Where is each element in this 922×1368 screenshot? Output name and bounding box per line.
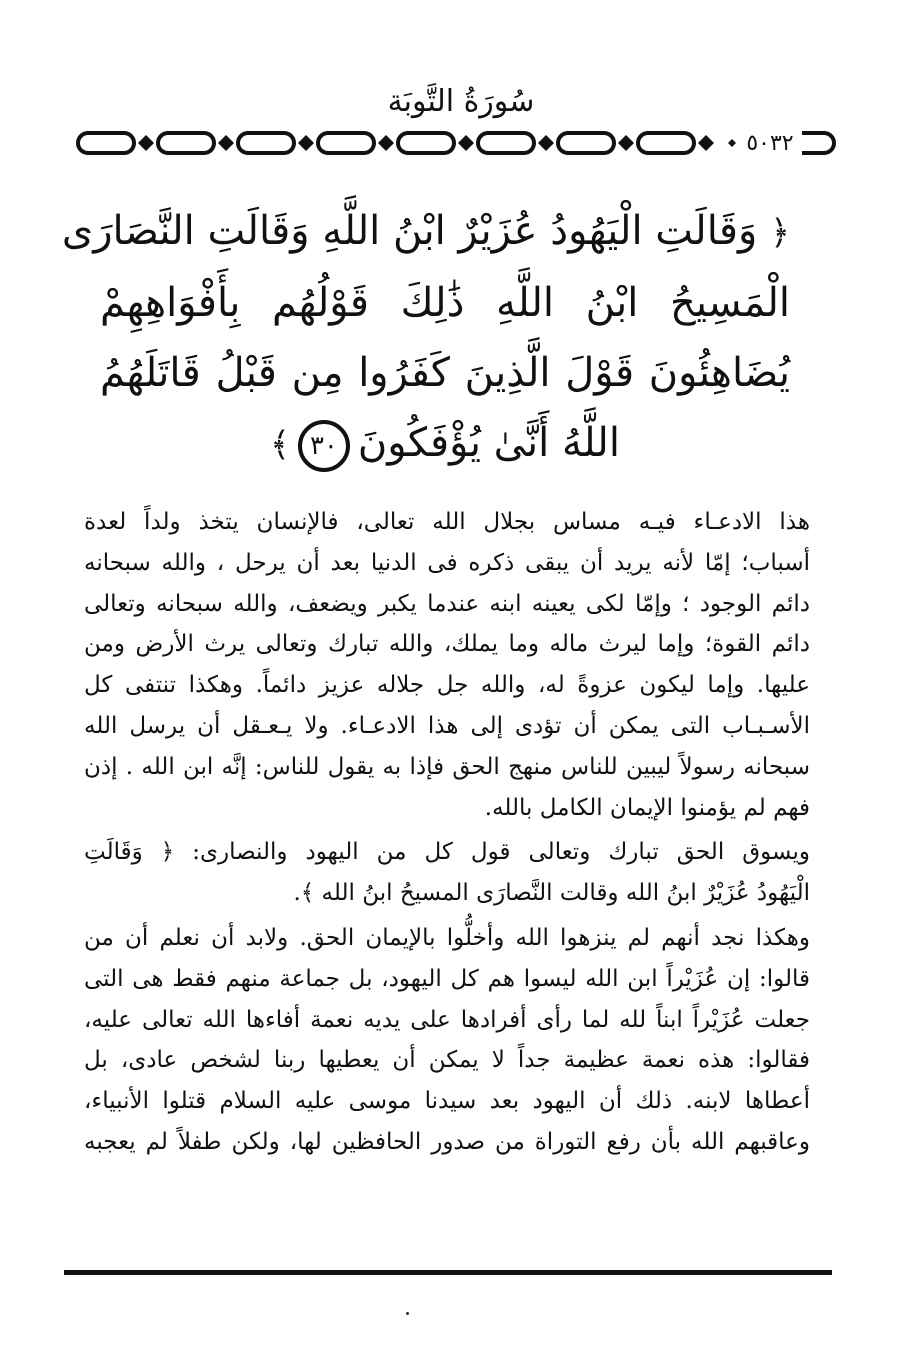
text-line: سبحانه رسولاً ليبين للناس منهج الحق فإذا به يقول للناس: إنَّه ابن الله . إذن	[84, 753, 810, 780]
surah-title: سُورَةُ التَّوبَة	[387, 84, 535, 119]
paragraph	[84, 832, 810, 914]
text-line: أسباب؛ إمّا لأنه يريد أن يبقى ذكره فى الدنيا بعد أن يرحل ، والله سبحانه	[84, 549, 810, 576]
verse-line: الْمَسِيحُ ابْنُ اللَّهِ ذَٰلِكَ قَوْلُهُم بِأَفْوَاهِهِمْ	[100, 280, 790, 326]
text-line: أعطاها لابنه. ذلك أن اليهود بعد سيدنا موسى عليه السلام قتلوا الأنبياء،	[84, 1088, 810, 1115]
text-line: الْيَهُودُ عُزَيْرٌ ابنُ الله وقالت النَّصارَى المسيحُ ابنُ الله ﴾.	[293, 880, 810, 907]
text-line: دائم القوة؛ وإما ليرث ماله وما يملك، والله تبارك وتعالى يرث الأرض ومن	[84, 631, 810, 658]
ornamental-header-rule	[72, 126, 842, 160]
text-line: هذا الادعـاء فيـه مساس بجلال الله تعالى، فالإنسان يتخذ ولداً لعدة	[84, 509, 810, 535]
ayah-number-medallion: ٣٠	[298, 420, 350, 472]
page-number: ٥٠٣٢	[738, 130, 802, 158]
text-line: عليها. وإما ليكون عزوةً له، والله جل جلاله عزيز دائماً. وهكذا تنتفى كل	[84, 672, 810, 699]
page-speck	[406, 1312, 409, 1315]
paragraph	[84, 502, 810, 828]
text-line: الأسـبـاب التى يمكن أن تؤدى إلى هذا الادعـاء. ولا يـعـقل أن يرسل الله	[84, 712, 810, 739]
text-line: فقالوا: هذه نعمة عظيمة جداً لا يمكن أن يعطيها ربنا لشخص عادى، بل	[84, 1047, 810, 1074]
verse-line: ﴿ وَقَالَتِ الْيَهُودُ عُزَيْرٌ ابْنُ اللَّهِ وَقَالَتِ النَّصَارَى	[61, 208, 790, 254]
verse-line: يُضَاهِئُونَ قَوْلَ الَّذِينَ كَفَرُوا مِن قَبْلُ قَاتَلَهُمُ	[100, 350, 790, 396]
verse-close-bracket: ﴾	[270, 425, 290, 465]
text-line: وهكذا نجد أنهم لم ينزهوا الله وأخلُّوا بالإيمان الحق. ولابد أن نعلم أن من	[84, 924, 810, 951]
text-line: جعلت عُزَيْراً ابناً لله لما رأى أفرادها على يديه نعمة أفاءها الله تعالى عليه،	[84, 1006, 810, 1033]
text-line: وعاقبهم الله بأن رفع التوراة من صدور الحافظين لها، ولكن طفلاً لم يعجبه	[84, 1128, 810, 1155]
commentary-text	[84, 502, 810, 1163]
verse-line: اللَّهُ أَنَّىٰ يُؤْفَكُونَ٣٠﴾	[100, 408, 790, 480]
footer-rule	[64, 1270, 832, 1275]
paragraph	[84, 918, 810, 1163]
quran-verse-block	[61, 196, 790, 480]
text-line: ويسوق الحق تبارك وتعالى قول كل من اليهود والنصارى: ﴿ وَقَالَتِ	[84, 839, 810, 866]
verse-open-bracket: ﴿	[770, 213, 790, 253]
text-line: قالوا: إن عُزَيْراً ابن الله ليسوا هم كل اليهود، بل جماعة منهم فقط هى التى	[84, 965, 810, 992]
text-line: فهم لم يؤمنوا الإيمان الكامل بالله.	[484, 794, 810, 821]
text-line: دائم الوجود ؛ وإمّا لكى يعينه ابنه عندما يكبر ويضعف، والله سبحانه وتعالى	[84, 590, 810, 617]
